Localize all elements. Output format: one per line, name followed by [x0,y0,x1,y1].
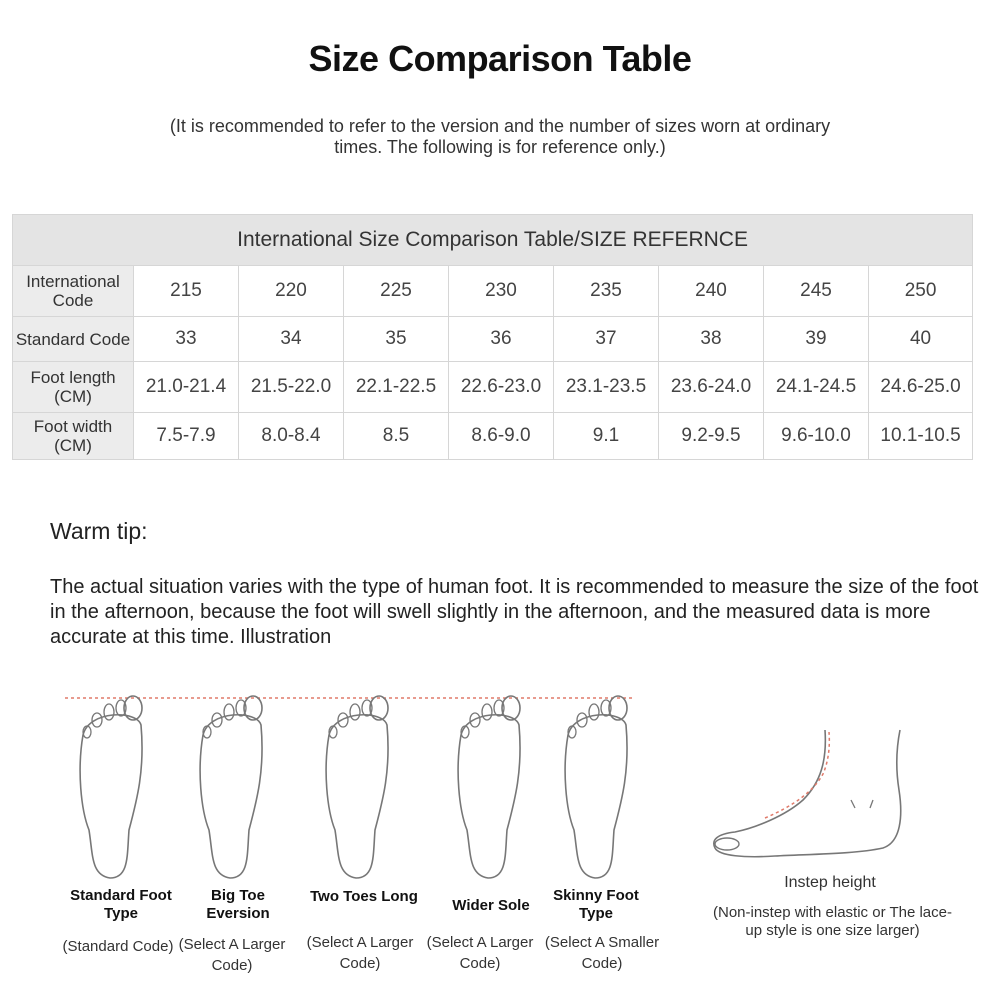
foot-type-note-wider-sole: (Select A Larger Code) [426,934,534,972]
table-cell: 23.6-24.0 [659,362,764,413]
foot-types-illustration [55,680,655,890]
table-cell: 215 [134,266,239,317]
foot-type-note-two-toes: (Select A Larger Code) [306,934,414,972]
row-label-international-code: International Code [13,266,134,317]
table-row [13,413,973,460]
table-cell: 35 [344,317,449,362]
foot-outline-big-toe [200,696,262,878]
table-cell: 33 [134,317,239,362]
table-cell: 8.6-9.0 [449,413,554,460]
table-cell: 9.6-10.0 [764,413,869,460]
foot-outline-standard [80,696,142,878]
foot-outline-two-toes [326,696,388,878]
table-cell: 10.1-10.5 [869,413,973,460]
table-cell: 245 [764,266,869,317]
instep-height-note: (Non-instep with elastic or The lace-up style is one size larger) [713,904,952,939]
foot-outline-skinny [565,696,627,878]
table-cell: 37 [554,317,659,362]
foot-type-label-standard: Standard Foot Type [70,887,172,922]
table-cell: 22.6-23.0 [449,362,554,413]
table-cell: 9.1 [554,413,659,460]
instep-height-label: Instep height [784,874,876,891]
instep-side-view-illustration [705,720,915,870]
table-cell: 8.0-8.4 [239,413,344,460]
foot-type-label-wider-sole: Wider Sole [452,897,530,914]
table-row [13,317,973,362]
table-cell: 220 [239,266,344,317]
table-cell: 250 [869,266,973,317]
table-caption: International Size Comparison Table/SIZE REFERNCE [13,215,973,266]
warm-tip-body: The actual situation varies with the type of human foot. It is recommended to measure the size of the foot in the afternoon, because the foot will swell slightly in the afternoon, and the measured data is more accurate at this time. Illustration [50,576,979,648]
table-cell: 21.5-22.0 [239,362,344,413]
foot-type-label-big-toe: Big Toe Eversion [206,887,270,922]
table-cell: 9.2-9.5 [659,413,764,460]
foot-type-label-skinny: Skinny Foot Type [553,887,639,922]
table-cell: 23.1-23.5 [554,362,659,413]
table-cell: 240 [659,266,764,317]
table-cell: 40 [869,317,973,362]
table-cell: 39 [764,317,869,362]
table-cell: 24.6-25.0 [869,362,973,413]
foot-type-label-two-toes: Two Toes Long [310,888,418,905]
foot-type-note-big-toe: (Select A Larger Code) [178,936,286,974]
table-cell: 36 [449,317,554,362]
table-cell: 22.1-22.5 [344,362,449,413]
row-label-foot-width: Foot width (CM) [13,413,134,460]
table-row [13,266,973,317]
page-subtitle: (It is recommended to refer to the version and the number of sizes worn at ordinary times. The following is for reference only.) [169,116,831,157]
foot-outline-wider-sole [458,696,520,878]
warm-tip-heading: Warm tip: [50,518,148,544]
foot-type-note-standard: (Standard Code) [62,938,174,955]
row-label-foot-length: Foot length (CM) [13,362,134,413]
size-comparison-table [12,214,973,460]
table-cell: 235 [554,266,659,317]
table-row [13,362,973,413]
table-cell: 7.5-7.9 [134,413,239,460]
table-cell: 8.5 [344,413,449,460]
table-cell: 38 [659,317,764,362]
foot-type-note-skinny: (Select A Smaller Code) [544,934,660,972]
table-cell: 34 [239,317,344,362]
page-title: Size Comparison Table [308,38,692,79]
table-cell: 225 [344,266,449,317]
table-cell: 24.1-24.5 [764,362,869,413]
table-cell: 230 [449,266,554,317]
row-label-standard-code: Standard Code [13,317,134,362]
table-cell: 21.0-21.4 [134,362,239,413]
